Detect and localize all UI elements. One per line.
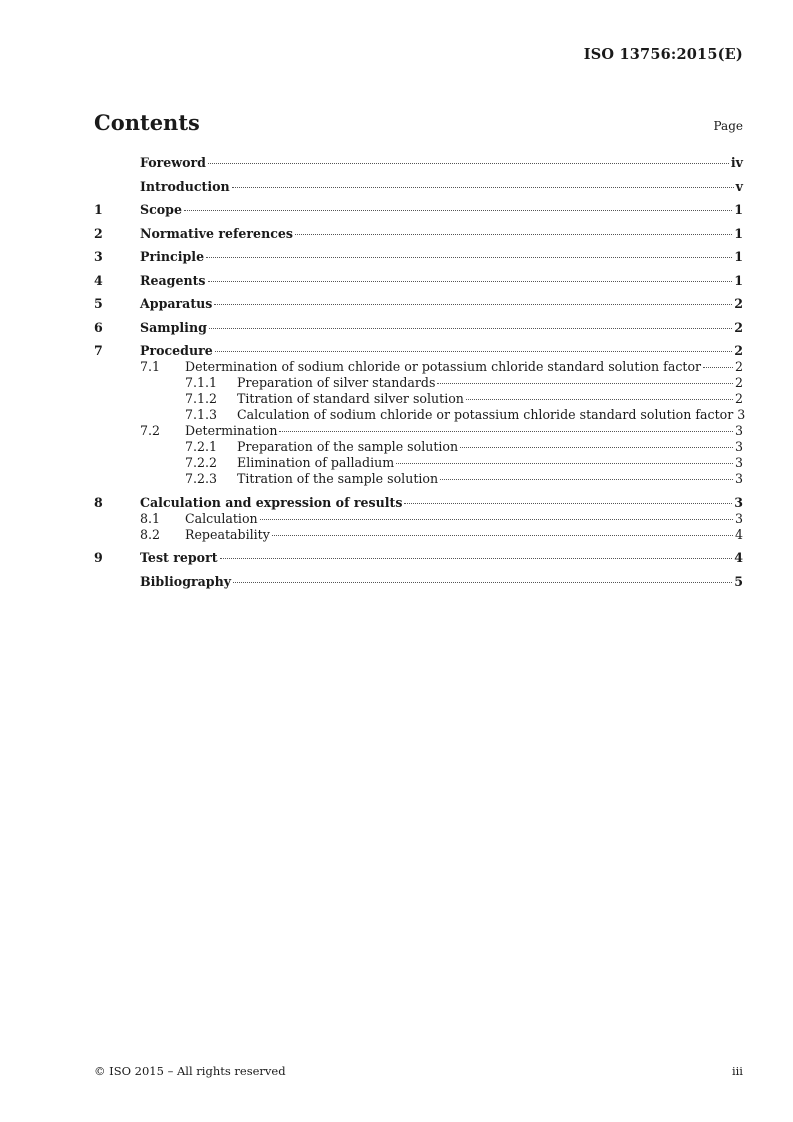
toc-entry-label: Calculation of sodium chloride or potassium chloride standard solution factor xyxy=(237,407,734,422)
dot-leader xyxy=(295,233,732,235)
contents-header xyxy=(94,110,743,135)
toc-entry-label: Determination of sodium chloride or potassium chloride standard solution factor xyxy=(185,359,702,374)
page-number: iii xyxy=(731,1064,743,1078)
toc-entry-page: 3 xyxy=(734,423,743,438)
toc-entry-number: 8.1 xyxy=(140,510,161,526)
toc-entry-page: 5 xyxy=(734,573,743,589)
toc-entry[interactable] xyxy=(94,550,743,566)
dot-leader xyxy=(466,398,733,400)
toc-entry-page: 3 xyxy=(734,471,743,486)
toc-entry-page: 3 xyxy=(737,407,746,422)
toc-entry[interactable] xyxy=(94,343,743,359)
toc-entry-number: 3 xyxy=(94,249,103,264)
dot-leader xyxy=(272,534,733,536)
toc-entry-label: Preparation of the sample solution xyxy=(237,439,459,454)
toc-entry-number: 6 xyxy=(94,319,103,335)
toc-entry-label: Foreword xyxy=(140,155,206,170)
toc-entry-label: Sampling xyxy=(140,319,207,335)
toc-entry[interactable] xyxy=(94,359,743,375)
toc-entry[interactable] xyxy=(94,407,746,423)
toc-entry-number: 2 xyxy=(94,225,103,241)
copyright-notice: © ISO 2015 – All rights reserved xyxy=(94,1064,286,1078)
toc-entry-label: Normative references xyxy=(140,225,294,241)
toc-entry-page: 1 xyxy=(734,249,743,264)
page-column-label: Page xyxy=(713,119,743,133)
toc-entry[interactable] xyxy=(94,155,743,171)
toc-entry[interactable] xyxy=(94,320,743,336)
dot-leader xyxy=(703,366,733,368)
toc-entry-label: Calculation and expression of results xyxy=(140,494,403,510)
toc-entry-label: Titration of the sample solution xyxy=(237,471,439,486)
toc-entry-page: 2 xyxy=(734,391,743,406)
toc-entry-label: Titration of standard silver solution xyxy=(237,391,464,406)
page-footer xyxy=(94,1064,743,1078)
dot-leader xyxy=(220,557,733,559)
toc-entry-number: 8.2 xyxy=(140,526,161,542)
toc-entry-number: 7.1.1 xyxy=(185,375,218,390)
toc-entry[interactable] xyxy=(94,455,743,471)
toc-entry-number: 7 xyxy=(94,343,103,358)
toc-entry[interactable] xyxy=(94,527,743,543)
standard-id: ISO 13756:2015(E) xyxy=(583,46,743,63)
dot-leader xyxy=(208,280,733,282)
toc-entry-number: 7.2.1 xyxy=(185,439,218,454)
toc-entry-number: 7.2.3 xyxy=(185,471,218,486)
toc-entry-label: Elimination of palladium xyxy=(237,455,395,470)
toc-entry[interactable] xyxy=(94,423,743,439)
dot-leader xyxy=(184,209,732,211)
toc-entry-label: Apparatus xyxy=(140,296,213,311)
toc-entry[interactable] xyxy=(94,273,743,289)
toc-entry-page: iv xyxy=(730,155,743,170)
toc-entry[interactable] xyxy=(94,179,743,195)
dot-leader xyxy=(396,462,733,464)
dot-leader xyxy=(208,162,729,164)
dot-leader xyxy=(209,327,732,329)
dot-leader xyxy=(440,478,733,480)
toc-entry-label: Scope xyxy=(140,202,182,217)
toc-entry[interactable] xyxy=(94,249,743,265)
toc-entry-number: 9 xyxy=(94,550,103,565)
toc-entry-number: 7.1 xyxy=(140,359,161,374)
dot-leader xyxy=(206,256,732,258)
dot-leader xyxy=(215,350,732,352)
toc-entry-page: 2 xyxy=(734,296,743,311)
toc-entry[interactable] xyxy=(94,574,743,590)
toc-entry-label: Introduction xyxy=(140,178,230,194)
toc-entry-number: 7.2 xyxy=(140,423,161,438)
dot-leader xyxy=(232,186,734,188)
toc-entry-number: 7.1.2 xyxy=(185,391,218,406)
contents-title: Contents xyxy=(94,110,200,135)
toc-entry[interactable] xyxy=(94,202,743,218)
toc-entry-page: v xyxy=(735,178,743,194)
toc-entry[interactable] xyxy=(94,375,743,391)
toc-entry-label: Procedure xyxy=(140,343,213,358)
toc-entry-label: Calculation xyxy=(185,510,258,526)
toc-entry-page: 3 xyxy=(734,510,743,526)
toc-entry[interactable] xyxy=(94,391,743,407)
toc-entry-page: 2 xyxy=(734,375,743,390)
toc-entry-page: 1 xyxy=(734,272,743,288)
toc-entry-page: 2 xyxy=(734,359,743,374)
toc-entry-number: 1 xyxy=(94,202,103,217)
toc-entry[interactable] xyxy=(94,471,743,487)
toc-entry-label: Test report xyxy=(140,550,218,565)
toc-entry[interactable] xyxy=(94,226,743,242)
toc-entry-page: 1 xyxy=(734,225,743,241)
toc-entry-page: 4 xyxy=(734,526,743,542)
toc-entry-number: 5 xyxy=(94,296,103,311)
toc-entry-label: Bibliography xyxy=(140,573,232,589)
toc-entry-label: Principle xyxy=(140,249,205,264)
dot-leader xyxy=(233,581,732,583)
toc-entry-page: 3 xyxy=(734,439,743,454)
toc-entry-number: 7.1.3 xyxy=(185,407,218,422)
toc-entry-label: Reagents xyxy=(140,272,206,288)
toc-entry-label: Determination xyxy=(185,423,278,438)
toc-entry[interactable] xyxy=(94,495,743,511)
toc-entry-page: 3 xyxy=(734,494,743,510)
toc-entry[interactable] xyxy=(94,296,743,312)
toc-entry-page: 3 xyxy=(734,455,743,470)
dot-leader xyxy=(437,382,733,384)
dot-leader xyxy=(260,518,733,520)
toc-entry-label: Preparation of silver standards xyxy=(237,375,436,390)
toc-entry-page: 1 xyxy=(734,202,743,217)
toc-entry-number: 7.2.2 xyxy=(185,455,218,470)
dot-leader xyxy=(460,446,733,448)
toc-entry-number: 4 xyxy=(94,272,103,288)
toc-entry[interactable] xyxy=(94,439,743,455)
dot-leader xyxy=(279,430,733,432)
toc-entry-page: 2 xyxy=(734,343,743,358)
dot-leader xyxy=(214,303,732,305)
toc-entry[interactable] xyxy=(94,511,743,527)
toc-entry-number: 8 xyxy=(94,494,103,510)
table-of-contents xyxy=(94,155,746,590)
dot-leader xyxy=(404,502,732,504)
toc-entry-page: 2 xyxy=(734,319,743,335)
toc-entry-page: 4 xyxy=(734,550,743,565)
toc-entry-label: Repeatability xyxy=(185,526,270,542)
